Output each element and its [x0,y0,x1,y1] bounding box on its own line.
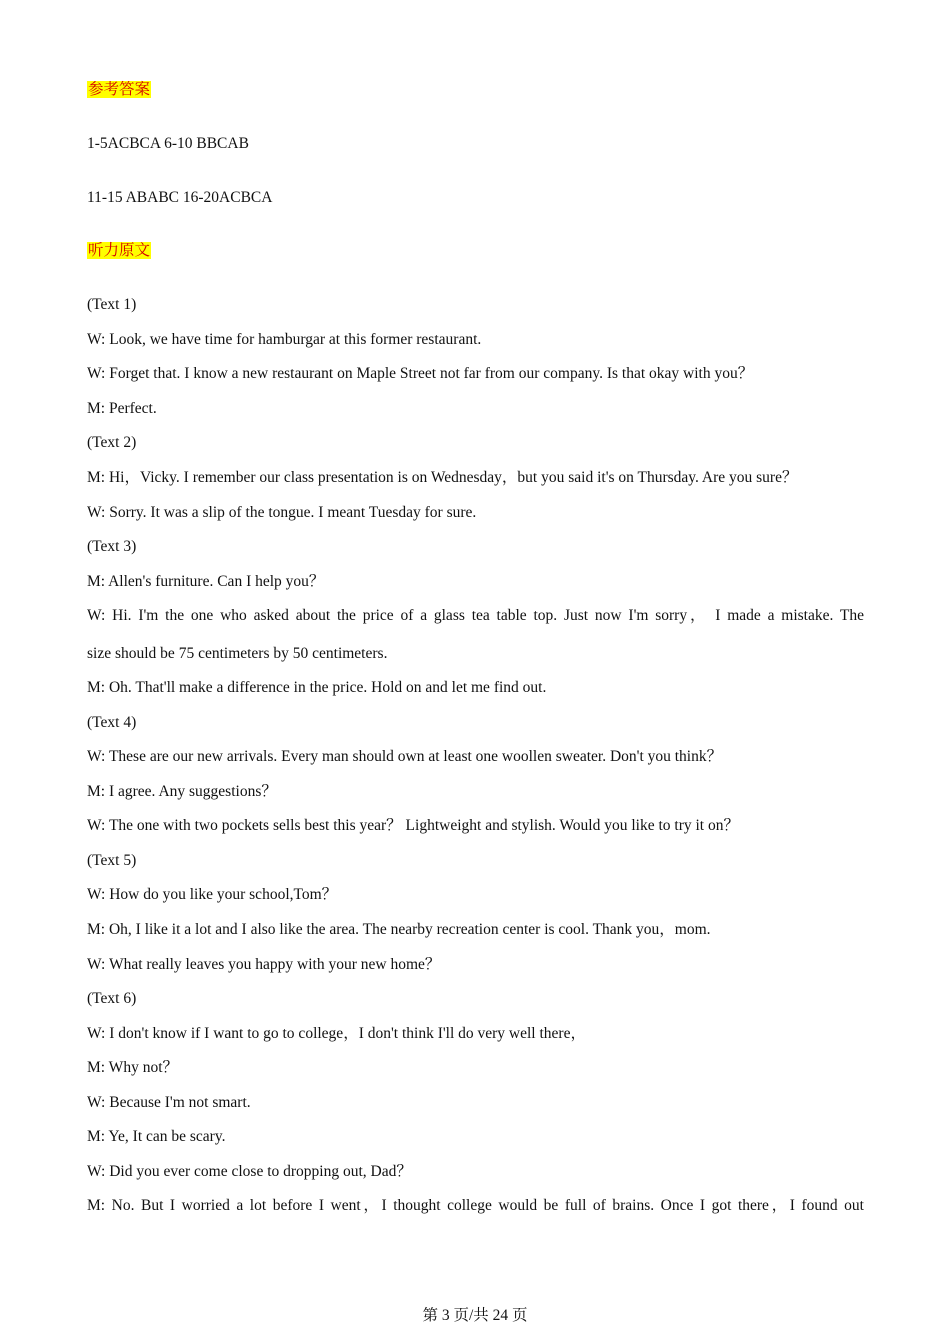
transcript-line: W: Forget that. I know a new restaurant on Maple Street not far from our company. Is that okay with you？ [87,365,754,382]
transcript-line: W: Because I'm not smart. [87,1094,251,1111]
transcript-heading [87,241,151,261]
transcript-line: W: I don't know if I want to go to college，I don't think I'll do very well there， [87,1025,586,1042]
transcript-line: W: What really leaves you happy with your new home？ [87,956,441,973]
transcript-line: W: Look, we have time for hamburgar at this former restaurant. [87,331,482,348]
transcript-heading-text: 听力原文 [88,242,151,259]
transcript-line: size should be 75 centimeters by 50 centimeters. [87,645,388,662]
transcript-line: M: I agree. Any suggestions？ [87,783,277,800]
transcript-line: M: Hi，Vicky. I remember our class presentation is on Wednesday，but you said it's on Thursday. Are you sure？ [87,469,798,486]
transcript-line: (Text 5) [87,852,137,869]
page-number-footer: 第 3 页/共 24 页 [422,1307,528,1324]
transcript-line: (Text 3) [87,538,137,555]
transcript-line: (Text 2) [87,434,137,451]
transcript-line: M: No. But I worried a lot before I went，I thought college would be full of brains. Once I got there，I found out [87,1197,864,1214]
transcript-line: M: Oh, I like it a lot and I also like the area. The nearby recreation center is cool. Thank you，mom. [87,921,711,938]
transcript-line: M: Ye, It can be scary. [87,1128,226,1145]
transcript-line: W: The one with two pockets sells best this year？ Lightweight and stylish. Would you like to try it on？ [87,817,739,834]
transcript-line: (Text 6) [87,990,137,1007]
transcript-line: W: How do you like your school,Tom？ [87,886,338,903]
answers-heading-text: 参考答案 [88,81,151,98]
transcript-line: (Text 1) [87,296,137,313]
transcript-line: M: Allen's furniture. Can I help you？ [87,573,325,590]
transcript-line: W: Sorry. It was a slip of the tongue. I meant Tuesday for sure. [87,504,477,521]
answers-line-1: 1-5ACBCA 6-10 BBCAB [87,135,249,152]
transcript-line: (Text 4) [87,714,137,731]
transcript-line: M: Oh. That'll make a difference in the price. Hold on and let me find out. [87,679,547,696]
transcript-line: W: Hi. I'm the one who asked about the price of a glass tea table top. Just now I'm sorry， I made a mistake. The [87,607,864,624]
transcript-line: W: These are our new arrivals. Every man should own at least one woollen sweater. Don't you think？ [87,748,723,765]
transcript-line: M: Perfect. [87,400,157,417]
answers-heading [87,80,151,100]
transcript-line: W: Did you ever come close to dropping out, Dad？ [87,1163,412,1180]
transcript-line: M: Why not？ [87,1059,178,1076]
answers-line-2: 11-15 ABABC 16-20ACBCA [87,189,273,206]
